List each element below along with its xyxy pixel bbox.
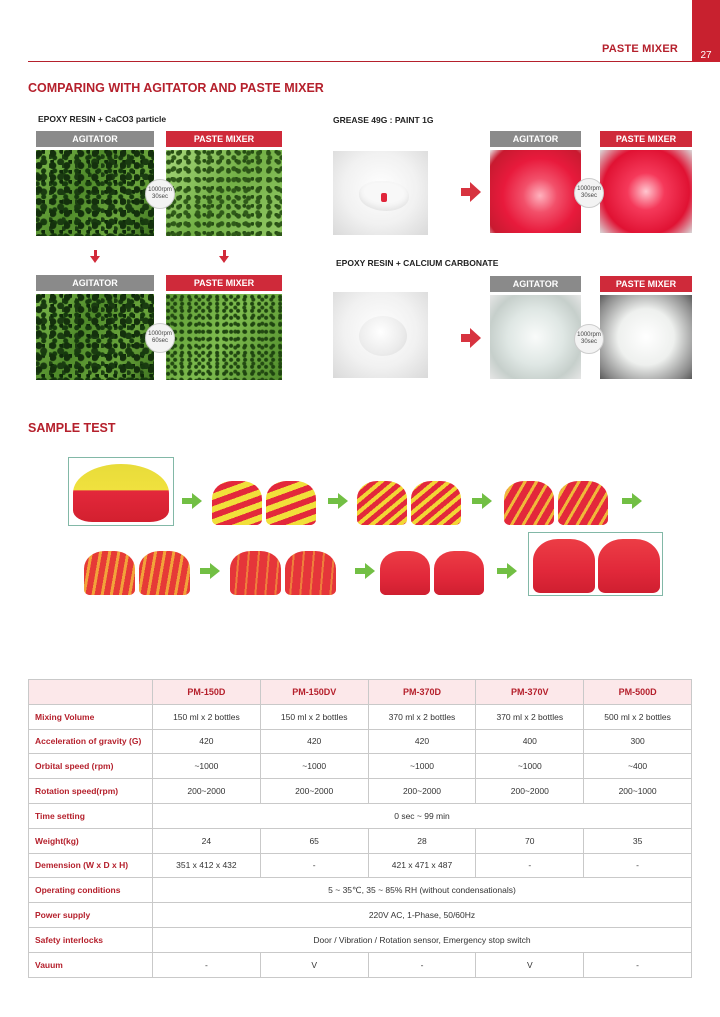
left-row1-agitator-label: AGITATOR: [36, 131, 154, 147]
left-row2-agitator-label: AGITATOR: [36, 275, 154, 291]
table-cell: 370 ml x 2 bottles: [476, 704, 584, 729]
sample-cake-half-right: [558, 481, 608, 525]
table-cell: -: [584, 853, 692, 878]
sample-arrow-2: [328, 493, 348, 509]
sample-step-4: [502, 477, 609, 527]
left-caption: EPOXY RESIN + CaCO3 particle: [38, 114, 167, 124]
table-cell-merged: Door / Vibration / Rotation sensor, Emergency stop switch: [153, 927, 692, 952]
row-label: Vauum: [29, 952, 153, 977]
table-row: [29, 754, 692, 779]
table-row: [29, 952, 692, 977]
sample-cake-half-left: [533, 539, 595, 593]
row-label: Mixing Volume: [29, 704, 153, 729]
table-row: [29, 878, 692, 903]
sample-step-6: [228, 547, 338, 597]
sample-arrow-3: [472, 493, 492, 509]
sample-arrow-1: [182, 493, 202, 509]
row-label: Orbital speed (rpm): [29, 754, 153, 779]
table-cell: 420: [260, 729, 368, 754]
table-row: [29, 729, 692, 754]
sample-cake: [73, 464, 169, 522]
sample-arrow-4: [622, 493, 642, 509]
right-top-agitator-photo: [490, 150, 581, 233]
sample-cake-half-left: [380, 551, 430, 595]
table-cell: -: [260, 853, 368, 878]
table-cell: 28: [368, 828, 476, 853]
spec-col-header: PM-150D: [153, 680, 261, 705]
right-bottom-badge: [574, 324, 604, 354]
table-cell: ~1000: [260, 754, 368, 779]
sample-cake-half-right: [285, 551, 336, 595]
table-row: [29, 704, 692, 729]
table-row: [29, 779, 692, 804]
table-cell: 35: [584, 828, 692, 853]
sample-arrow-6: [355, 563, 375, 579]
sample-step-8: [528, 532, 663, 596]
table-row: [29, 853, 692, 878]
sample-step-1: [68, 457, 174, 526]
right-top-arrow: [461, 182, 481, 202]
spec-col-header: PM-370D: [368, 680, 476, 705]
left-row1-pastemixer-label: PASTE MIXER: [166, 131, 282, 147]
header-title: PASTE MIXER: [602, 43, 678, 55]
sample-cake-half-right: [139, 551, 190, 595]
table-cell: 65: [260, 828, 368, 853]
right-top-pastemixer-photo: [600, 150, 692, 233]
table-cell: 150 ml x 2 bottles: [260, 704, 368, 729]
badge-rpm: 1000rpm: [577, 186, 601, 192]
table-cell: -: [476, 853, 584, 878]
badge-time: 60sec: [151, 338, 168, 344]
table-cell: 420: [368, 729, 476, 754]
table-cell: 351 x 412 x 432: [153, 853, 261, 878]
left-arrow-down-a: [90, 256, 100, 263]
row-label: Operating conditions: [29, 878, 153, 903]
sample-cake-half-left: [212, 481, 262, 525]
table-row: [29, 927, 692, 952]
header-rule: [28, 61, 692, 62]
left-row2-pastemixer-label: PASTE MIXER: [166, 275, 282, 291]
right-bottom-agitator-label: AGITATOR: [490, 276, 581, 292]
table-cell: 200~2000: [153, 779, 261, 804]
spec-col-header: PM-500D: [584, 680, 692, 705]
table-cell-merged: 5 ~ 35℃, 35 ~ 85% RH (without condensationals): [153, 878, 692, 903]
right-bottom-pastemixer-label: PASTE MIXER: [600, 276, 692, 292]
table-cell: -: [584, 952, 692, 977]
sample-cake-half-left: [357, 481, 407, 525]
table-cell: ~1000: [368, 754, 476, 779]
row-label: Safety interlocks: [29, 927, 153, 952]
left-arrow-down-b: [219, 256, 229, 263]
row-label: Acceleration of gravity (G): [29, 729, 153, 754]
paint-drop: [381, 193, 387, 202]
table-cell: ~1000: [153, 754, 261, 779]
sample-step-7: [378, 547, 486, 597]
right-top-caption: GREASE 49G : PAINT 1G: [333, 115, 434, 125]
right-bottom-agitator-photo: [490, 295, 581, 379]
sample-step-3: [355, 477, 462, 527]
table-row: [29, 828, 692, 853]
right-bottom-caption: EPOXY RESIN + CALCIUM CARBONATE: [336, 258, 499, 268]
row-label: Power supply: [29, 903, 153, 928]
table-cell: 24: [153, 828, 261, 853]
row-label: Weight(kg): [29, 828, 153, 853]
row-label: Demension (W x D x H): [29, 853, 153, 878]
table-cell: ~400: [584, 754, 692, 779]
table-cell: V: [476, 952, 584, 977]
sample-cake-half-right: [266, 481, 316, 525]
table-row: [29, 803, 692, 828]
sample-cake-half-right: [411, 481, 461, 525]
table-cell: 500 ml x 2 bottles: [584, 704, 692, 729]
left-row1-agitator-photo: [36, 150, 154, 236]
table-cell: 421 x 471 x 487: [368, 853, 476, 878]
badge-time: 30sec: [580, 193, 597, 199]
sample-cake-half-right: [434, 551, 484, 595]
sample-cake-half-left: [230, 551, 281, 595]
right-bottom-arrow: [461, 328, 481, 348]
right-top-badge: [574, 178, 604, 208]
powder-pile: [359, 316, 407, 356]
table-cell: 300: [584, 729, 692, 754]
grease-before-photo: [333, 151, 428, 235]
badge-rpm: 1000rpm: [148, 331, 172, 337]
table-cell: ~1000: [476, 754, 584, 779]
table-cell-merged: 220V AC, 1-Phase, 50/60Hz: [153, 903, 692, 928]
calcium-before-photo: [333, 292, 428, 378]
left-row2-badge: [145, 323, 175, 353]
sample-step-5: [82, 547, 192, 597]
table-cell-merged: 0 sec ~ 99 min: [153, 803, 692, 828]
table-cell: 150 ml x 2 bottles: [153, 704, 261, 729]
sample-test-title: SAMPLE TEST: [28, 421, 116, 435]
table-cell: 200~2000: [476, 779, 584, 804]
table-cell: 200~2000: [260, 779, 368, 804]
row-label: Time setting: [29, 803, 153, 828]
page-number: 27: [700, 50, 712, 61]
sample-cake-half-left: [504, 481, 554, 525]
sample-arrow-7: [497, 563, 517, 579]
left-row1-badge: [145, 179, 175, 209]
sample-cake-half-right: [598, 539, 660, 593]
spec-col-header: PM-370V: [476, 680, 584, 705]
table-cell: 370 ml x 2 bottles: [368, 704, 476, 729]
table-cell: 200~2000: [368, 779, 476, 804]
table-cell: 70: [476, 828, 584, 853]
right-top-pastemixer-label: PASTE MIXER: [600, 131, 692, 147]
table-cell: V: [260, 952, 368, 977]
right-top-agitator-label: AGITATOR: [490, 131, 581, 147]
sample-step-2: [210, 477, 317, 527]
row-label: Rotation speed(rpm): [29, 779, 153, 804]
table-cell: -: [368, 952, 476, 977]
sample-cake-half-left: [84, 551, 135, 595]
badge-time: 30sec: [151, 194, 168, 200]
table-cell: 200~1000: [584, 779, 692, 804]
badge-rpm: 1000rpm: [577, 332, 601, 338]
left-row2-agitator-photo: [36, 294, 154, 380]
sample-arrow-5: [200, 563, 220, 579]
spec-header-row: [29, 680, 692, 705]
spec-table: [28, 679, 692, 978]
left-row2-pastemixer-photo: [166, 294, 282, 380]
table-cell: 420: [153, 729, 261, 754]
table-cell: -: [153, 952, 261, 977]
badge-rpm: 1000rpm: [148, 187, 172, 193]
right-bottom-pastemixer-photo: [600, 295, 692, 379]
table-cell: 400: [476, 729, 584, 754]
table-row: [29, 903, 692, 928]
comparison-title: COMPARING WITH AGITATOR AND PASTE MIXER: [28, 81, 324, 95]
badge-time: 30sec: [580, 339, 597, 345]
left-row1-pastemixer-photo: [166, 150, 282, 236]
spec-corner-cell: [29, 680, 153, 705]
spec-col-header: PM-150DV: [260, 680, 368, 705]
